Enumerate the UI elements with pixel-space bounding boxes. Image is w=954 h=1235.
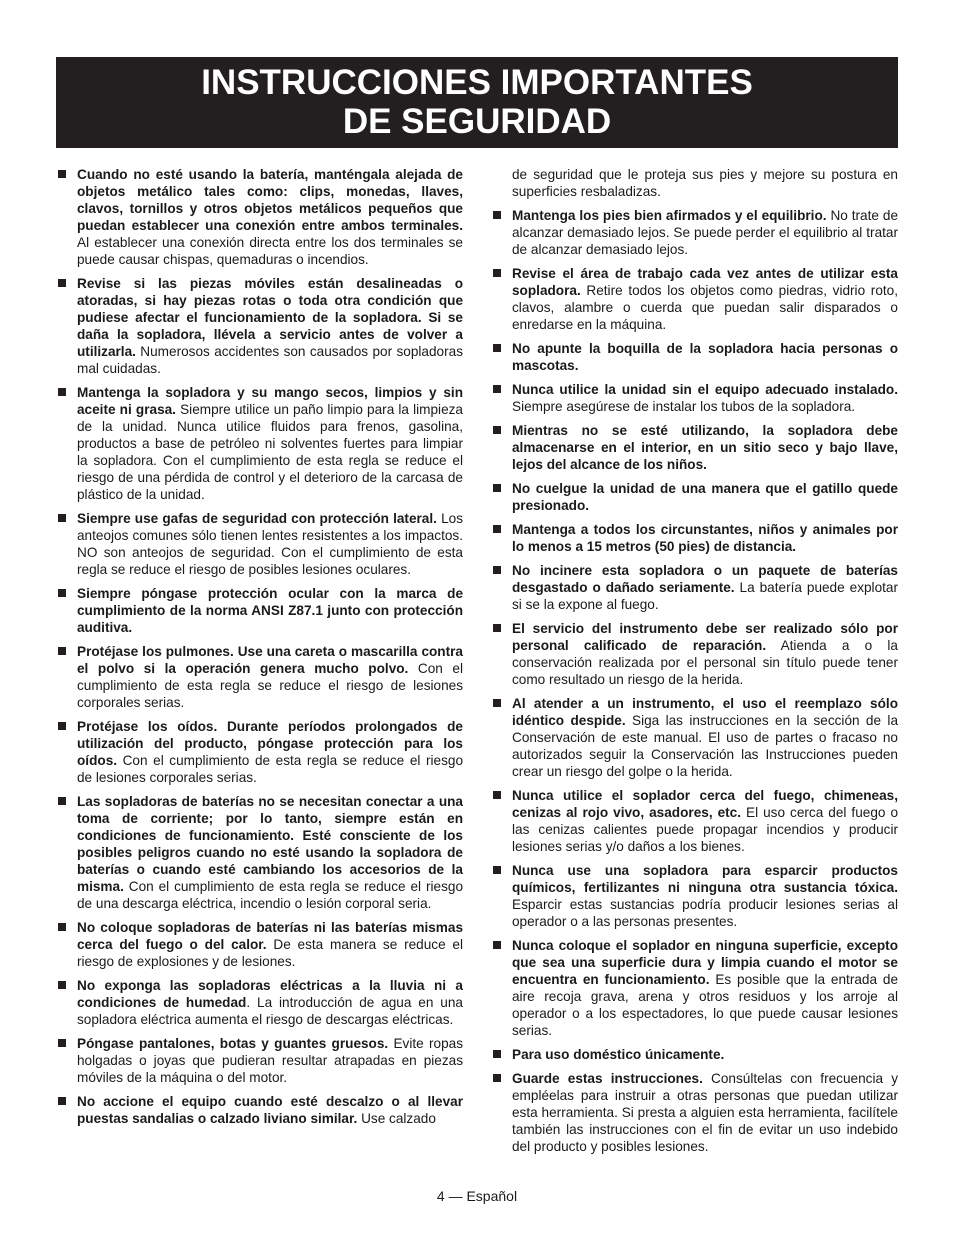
- square-bullet-icon: [58, 279, 66, 287]
- list-item: Siempre póngase protección ocular con la marca de cumplimiento de la norma ANSI Z87.1 junto con protección auditiva.: [56, 585, 463, 636]
- list-item: No apunte la boquilla de la sopladora hacia personas o mascotas.: [491, 340, 898, 374]
- left-column: [56, 166, 463, 1134]
- list-item: Nunca use una sopladora para esparcir productos químicos, fertilizantes ni ninguna otra sustancia tóxica. Esparcir estas sustancias podría producir lesiones serias al operador o a las personas presentes.: [491, 862, 898, 930]
- square-bullet-icon: [493, 426, 501, 434]
- list-item: Mientras no se esté utilizando, la sopladora debe almacenarse en el interior, en un sitio seco y bajo llave, lejos del alcance de los niños.: [491, 422, 898, 473]
- square-bullet-icon: [58, 647, 66, 655]
- page-footer: 4 — Español: [436, 1188, 518, 1204]
- list-item: Al atender a un instrumento, el uso el reemplazo sólo idéntico despide. Siga las instrucciones en la sección de la Conservación de este manual. El uso de partes o fracaso no autorizados seguir la Conservación las Instrucciones pueden crear un riesgo del golpe o la herida.: [491, 695, 898, 780]
- square-bullet-icon: [493, 211, 501, 219]
- list-item: No coloque sopladoras de baterías ni las baterías mismas cerca del fuego o del calor. De esta manera se reduce el riesgo de explosiones y de lesiones.: [56, 919, 463, 970]
- square-bullet-icon: [493, 791, 501, 799]
- square-bullet-icon: [493, 525, 501, 533]
- square-bullet-icon: [493, 699, 501, 707]
- list-item: Revise el área de trabajo cada vez antes de utilizar esta sopladora. Retire todos los objetos como piedras, vidrio roto, clavos, alambre o cuerda que puedan salir disparados o enredarse en la máquina.: [491, 265, 898, 333]
- square-bullet-icon: [58, 514, 66, 522]
- list-item: Nunca utilice la unidad sin el equipo adecuado instalado. Siempre asegúrese de instalar los tubos de la sopladora.: [491, 381, 898, 415]
- square-bullet-icon: [493, 269, 501, 277]
- square-bullet-icon: [58, 170, 66, 178]
- list-item: No cuelgue la unidad de una manera que el gatillo quede presionado.: [491, 480, 898, 514]
- list-item: Protéjase los pulmones. Use una careta o mascarilla contra el polvo si la operación genera mucho polvo. Con el cumplimiento de esta regla se reduce el riesgo de lesiones corporales serias.: [56, 643, 463, 711]
- list-item: Mantenga los pies bien afirmados y el equilibrio. No trate de alcanzar demasiado lejos. Se puede perder el equilibrio al tratar de alcanzar demasiado lejos.: [491, 207, 898, 258]
- square-bullet-icon: [493, 1074, 501, 1082]
- list-item: No incinere esta sopladora o un paquete de baterías desgastado o dañado seriamente. La batería puede explotar si se la expone al fuego.: [491, 562, 898, 613]
- square-bullet-icon: [58, 981, 66, 989]
- square-bullet-icon: [58, 589, 66, 597]
- list-item: Las sopladoras de baterías no se necesitan conectar a una toma de corriente; por lo tanto, siempre están en condiciones de funcionamiento. Esté consciente de los posibles peligros cuando no esté usando la sopladora de baterías o cuando esté cambiando los accesorios de la misma. Con el cumplimiento de esta regla se reduce el riesgo de una descarga eléctrica, incendio o lesión corporal seria.: [56, 793, 463, 912]
- list-item: Mantenga a todos los circunstantes, niños y animales por lo menos a 15 metros (50 pies) de distancia.: [491, 521, 898, 555]
- list-item: El servicio del instrumento debe ser realizado sólo por personal calificado de reparación. Atienda a o la conservación realizada por el personal sin título puede tener como resultado un riesgo de la herida.: [491, 620, 898, 688]
- square-bullet-icon: [58, 1039, 66, 1047]
- list-item: Nunca utilice el soplador cerca del fuego, chimeneas, cenizas al rojo vivo, asadores, etc. El uso cerca del fuego o las cenizas calientes puede propagar incendios y producir lesiones serias y/o daños a los bienes.: [491, 787, 898, 855]
- list-item: No exponga las sopladoras eléctricas a la lluvia ni a condiciones de humedad. La introducción de agua en una sopladora eléctrica aumenta el riesgo de descargas eléctricas.: [56, 977, 463, 1028]
- square-bullet-icon: [493, 866, 501, 874]
- page-title-banner: [56, 57, 898, 148]
- list-item: Protéjase los oídos. Durante períodos prolongados de utilización del producto, póngase protección para los oídos. Con el cumplimiento de esta regla se reduce el riesgo de lesiones corporales serias.: [56, 718, 463, 786]
- list-item: Póngase pantalones, botas y guantes gruesos. Evite ropas holgadas o joyas que pudieran resultar atrapadas en piezas móviles de la máquina o del motor.: [56, 1035, 463, 1086]
- list-item: Nunca coloque el soplador en ninguna superficie, excepto que sea una superficie dura y limpia cuando el motor se encuentra en funcionamiento. Es posible que la entrada de aire recoja grava, arena y otros residuos y los arroje al operador o a los espectadores, lo que puede causar lesiones serias.: [491, 937, 898, 1039]
- list-item: Para uso doméstico únicamente.: [491, 1046, 898, 1063]
- list-item: Siempre use gafas de seguridad con protección lateral. Los anteojos comunes sólo tienen lentes resistentes a los impactos. NO son anteojos de seguridad. Con el cumplimiento de esta regla se reduce el riesgo de posibles lesiones oculares.: [56, 510, 463, 578]
- right-column: [491, 166, 898, 1162]
- square-bullet-icon: [58, 388, 66, 396]
- page-title-line-1: INSTRUCCIONES IMPORTANTES: [201, 63, 753, 102]
- square-bullet-icon: [58, 923, 66, 931]
- square-bullet-icon: [493, 385, 501, 393]
- list-item: Revise si las piezas móviles están desalineadas o atoradas, si hay piezas rotas o toda otra condición que pudiese afectar el funcionamiento de la sopladora. Si se daña la sopladora, llévela a servicio antes de volver a utilizarla. Numerosos accidentes son causados por sopladoras mal cuidadas.: [56, 275, 463, 377]
- square-bullet-icon: [493, 344, 501, 352]
- square-bullet-icon: [58, 722, 66, 730]
- square-bullet-icon: [493, 1050, 501, 1058]
- square-bullet-icon: [493, 484, 501, 492]
- list-item: Cuando no esté usando la batería, manténgala alejada de objetos metálico tales como: clips, monedas, llaves, clavos, tornillos y otros objetos metálicos pequeños que puedan establecer una conexión entre ambos terminales. Al establecer una conexión directa entre los dos terminales se puede causar chispas, quemaduras o incendios.: [56, 166, 463, 268]
- square-bullet-icon: [58, 1097, 66, 1105]
- list-item: No accione el equipo cuando esté descalzo o al llevar puestas sandalias o calzado liviano similar. Use calzado: [56, 1093, 463, 1127]
- list-item: Guarde estas instrucciones. Consúltelas con frecuencia y empléelas para instruir a otras personas que puedan utilizar esta herramienta. Si presta a alguien esta herramienta, facilítele también las instrucciones con el fin de evitar un uso indebido del producto y posibles lesiones.: [491, 1070, 898, 1155]
- list-item: Mantenga la sopladora y su mango secos, limpios y sin aceite ni grasa. Siempre utilice un paño limpio para la limpieza de la unidad. Nunca utilice fluidos para frenos, gasolina, productos a base de petróleo ni solventes fuertes para limpiar la sopladora. Con el cumplimiento de esta regla se reduce el riesgo de una pérdida de control y el deterioro de la carcasa de plástico de la unidad.: [56, 384, 463, 503]
- page-title-line-2: DE SEGURIDAD: [342, 102, 612, 141]
- square-bullet-icon: [493, 566, 501, 574]
- square-bullet-icon: [493, 941, 501, 949]
- continued-text: de seguridad que le proteja sus pies y mejore su postura en superficies resbaladizas.: [512, 167, 898, 199]
- square-bullet-icon: [493, 624, 501, 632]
- square-bullet-icon: [58, 797, 66, 805]
